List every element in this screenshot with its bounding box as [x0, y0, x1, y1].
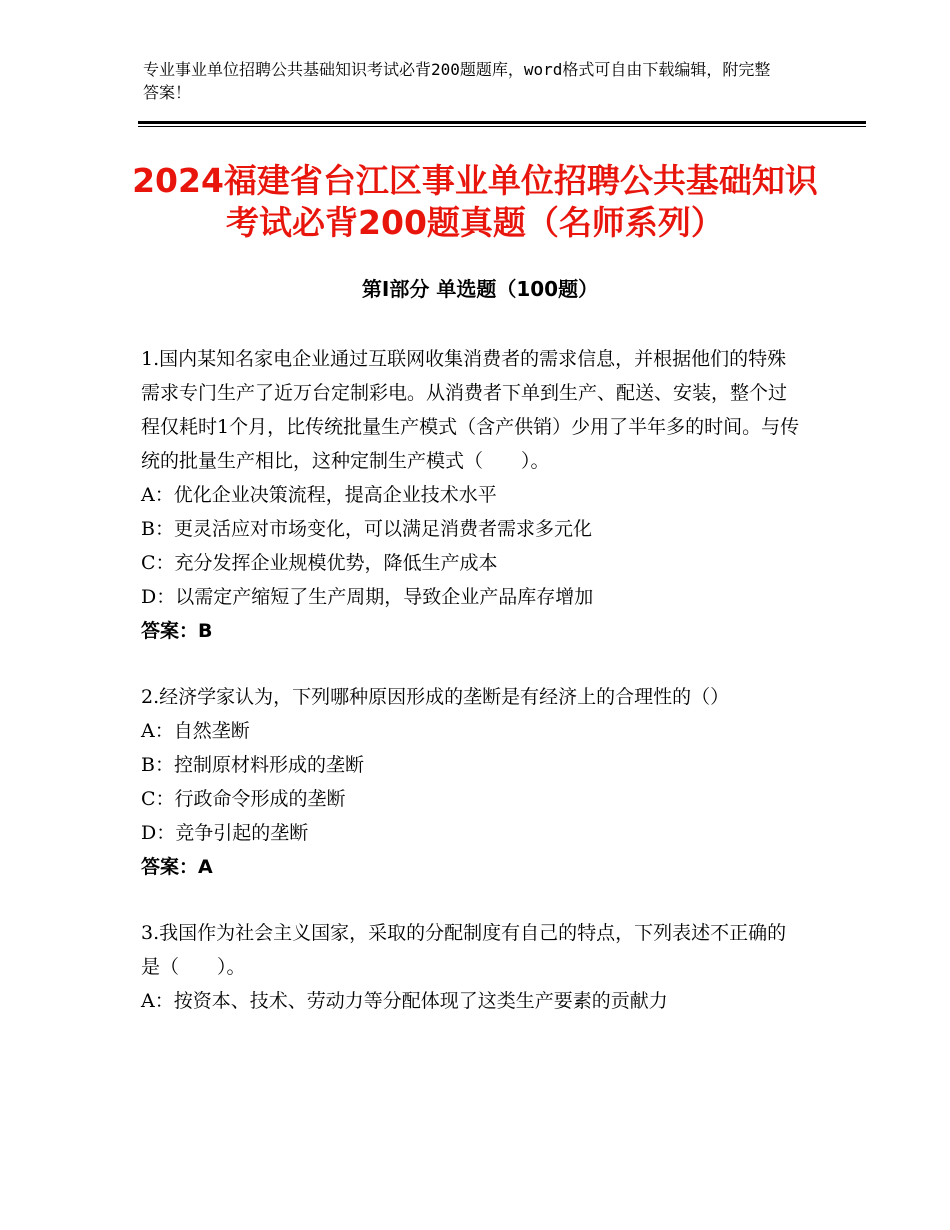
header-rule-thick	[138, 121, 866, 124]
document-title: 2024福建省台江区事业单位招聘公共基础知识考试必背200题真题（名师系列）	[132, 161, 818, 242]
question-1	[141, 342, 801, 648]
option-a: A：自然垄断	[141, 720, 250, 742]
option-a: A：优化企业决策流程，提高企业技术水平	[141, 484, 497, 506]
question-stem: 1.国内某知名家电企业通过互联网收集消费者的需求信息，并根据他们的特殊需求专门生产了近万台定制彩电。从消费者下单到生产、配送、安装，整个过程仅耗时1个月，比传统批量生产模式（含产供销）少用了半年多的时间。与传统的批量生产相比，这种定制生产模式（ ）。	[141, 348, 800, 472]
option-b: B：更灵活应对市场变化，可以满足消费者需求多元化	[141, 518, 592, 540]
question-stem: 3.我国作为社会主义国家，采取的分配制度有自己的特点，下列表述不正确的是（ ）。	[141, 922, 787, 978]
option-c: C：行政命令形成的垄断	[141, 788, 346, 810]
question-2	[141, 680, 801, 884]
option-d: D：竞争引起的垄断	[141, 822, 309, 844]
question-3	[141, 916, 801, 1018]
option-a: A：按资本、技术、劳动力等分配体现了这类生产要素的贡献力	[141, 990, 668, 1012]
option-d: D：以需定产缩短了生产周期，导致企业产品库存增加	[141, 586, 594, 608]
header-note: 专业事业单位招聘公共基础知识考试必背200题题库，word格式可自由下载编辑，附完整答案！	[143, 60, 771, 102]
section-heading: 第Ⅰ部分 单选题（100题）	[361, 277, 599, 301]
option-c: C：充分发挥企业规模优势，降低生产成本	[141, 552, 498, 574]
question-stem: 2.经济学家认为，下列哪种原因形成的垄断是有经济上的合理性的（）	[141, 686, 730, 708]
option-b: B：控制原材料形成的垄断	[141, 754, 364, 776]
answer-label: 答案：A	[141, 856, 213, 878]
header-rule-thin	[138, 126, 866, 127]
question-list	[141, 342, 801, 1050]
answer-label: 答案：B	[141, 620, 213, 642]
